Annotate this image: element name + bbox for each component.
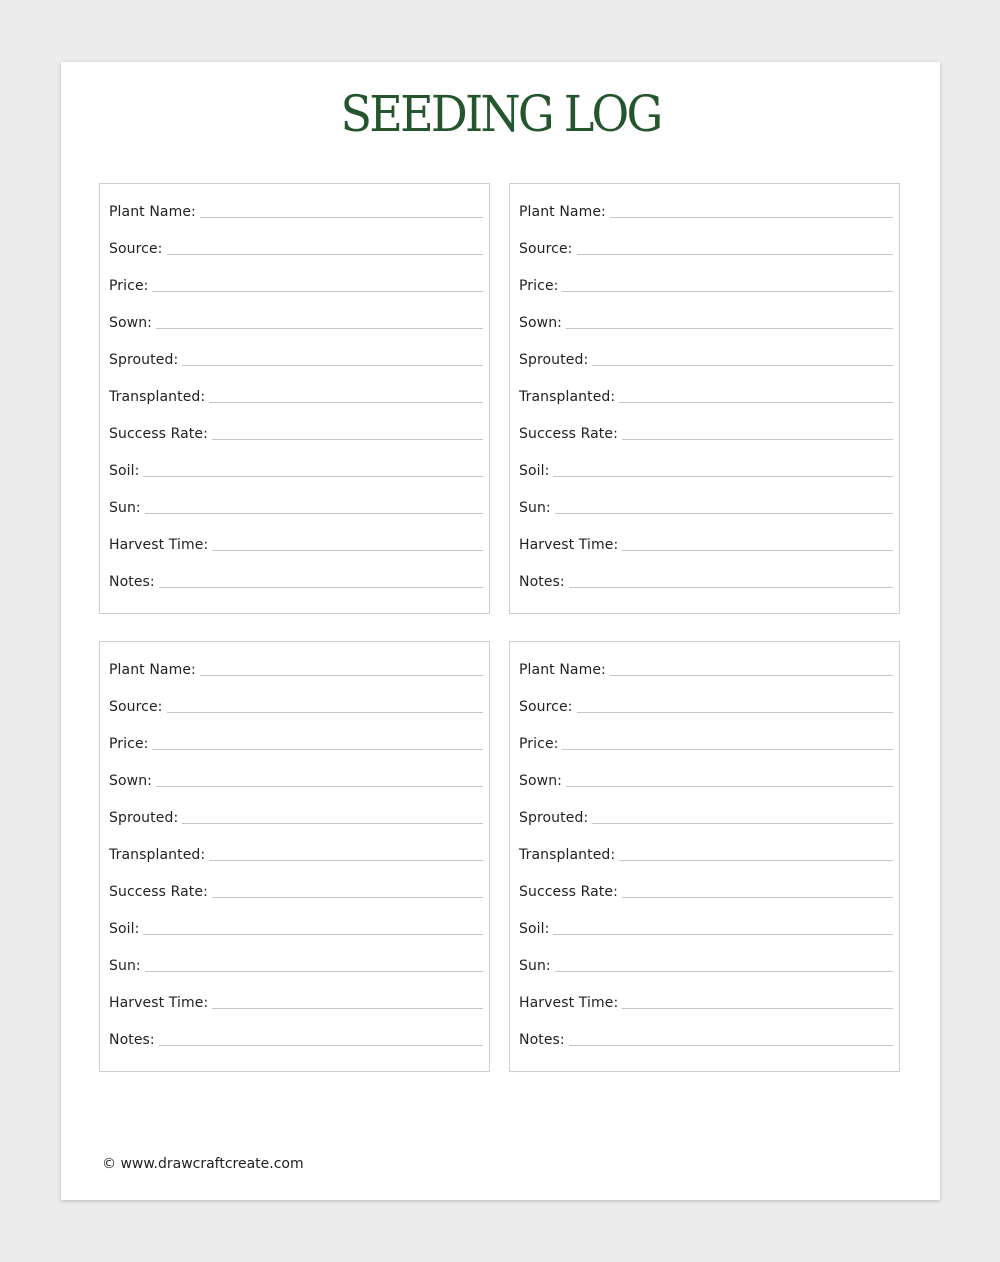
field-label: Success Rate: [109,884,208,900]
form-field-row [519,808,893,845]
form-field-row [519,239,893,276]
write-in-line[interactable] [182,808,483,824]
field-label: Plant Name: [519,204,606,220]
form-field-row [109,845,483,882]
write-in-line[interactable] [156,771,483,787]
form-field-row [109,350,483,387]
field-label: Plant Name: [109,662,196,678]
write-in-line[interactable] [553,461,893,477]
seed-card-1 [99,183,490,614]
write-in-line[interactable] [152,276,483,292]
form-field-row [519,276,893,313]
field-label: Source: [519,699,573,715]
field-label: Plant Name: [519,662,606,678]
field-label: Harvest Time: [109,995,209,1011]
field-label: Soil: [519,921,550,937]
write-in-line[interactable] [555,956,893,972]
form-field-row [109,660,483,697]
write-in-line[interactable] [566,771,893,787]
copyright-footer: © www.drawcraftcreate.com [102,1156,304,1172]
seeding-log-sheet [61,62,940,1200]
field-label: Sown: [519,773,562,789]
field-label: Harvest Time: [519,537,619,553]
form-field-row [109,771,483,808]
write-in-line[interactable] [209,387,483,403]
form-field-row [519,771,893,808]
form-field-row [109,882,483,919]
write-in-line[interactable] [167,239,483,255]
write-in-line[interactable] [145,498,483,514]
write-in-line[interactable] [610,660,893,676]
field-label: Sun: [519,958,551,974]
write-in-line[interactable] [610,202,893,218]
form-field-row [519,660,893,697]
field-label: Sown: [519,315,562,331]
form-field-row [519,350,893,387]
form-field-row [519,461,893,498]
field-label: Harvest Time: [109,537,209,553]
form-field-row [109,734,483,771]
form-field-row [109,276,483,313]
field-label: Source: [109,241,163,257]
write-in-line[interactable] [209,845,483,861]
form-field-row [109,572,483,609]
write-in-line[interactable] [167,697,483,713]
write-in-line[interactable] [619,845,893,861]
field-label: Price: [109,278,149,294]
seed-card-2 [509,183,900,614]
write-in-line[interactable] [622,993,893,1009]
write-in-line[interactable] [212,424,483,440]
field-label: Plant Name: [109,204,196,220]
write-in-line[interactable] [569,572,893,588]
field-label: Price: [519,736,559,752]
form-field-row [519,882,893,919]
write-in-line[interactable] [145,956,483,972]
write-in-line[interactable] [566,313,893,329]
form-field-row [519,919,893,956]
write-in-line[interactable] [562,734,893,750]
field-label: Notes: [109,574,155,590]
write-in-line[interactable] [569,1030,893,1046]
write-in-line[interactable] [622,882,893,898]
field-label: Soil: [109,463,140,479]
write-in-line[interactable] [553,919,893,935]
write-in-line[interactable] [619,387,893,403]
form-field-row [519,202,893,239]
form-field-row [109,202,483,239]
seed-card-4 [509,641,900,1072]
field-label: Transplanted: [109,389,206,405]
write-in-line[interactable] [182,350,483,366]
form-field-row [519,424,893,461]
field-label: Success Rate: [519,426,618,442]
field-label: Transplanted: [519,389,616,405]
field-label: Price: [519,278,559,294]
write-in-line[interactable] [622,535,893,551]
write-in-line[interactable] [156,313,483,329]
form-field-row [109,993,483,1030]
write-in-line[interactable] [159,572,483,588]
field-label: Sown: [109,315,152,331]
write-in-line[interactable] [143,461,483,477]
form-field-row [109,919,483,956]
write-in-line[interactable] [577,239,893,255]
form-field-row [109,313,483,350]
field-label: Notes: [519,574,565,590]
write-in-line[interactable] [622,424,893,440]
form-field-row [109,498,483,535]
write-in-line[interactable] [212,882,483,898]
form-field-row [109,535,483,572]
field-label: Sun: [519,500,551,516]
write-in-line[interactable] [577,697,893,713]
write-in-line[interactable] [159,1030,483,1046]
form-field-row [519,387,893,424]
field-label: Soil: [109,921,140,937]
field-label: Sprouted: [109,810,179,826]
form-field-row [519,498,893,535]
form-field-row [519,313,893,350]
field-label: Harvest Time: [519,995,619,1011]
field-label: Sun: [109,958,141,974]
field-label: Sun: [109,500,141,516]
field-label: Soil: [519,463,550,479]
form-field-row [109,239,483,276]
form-field-row [109,387,483,424]
write-in-line[interactable] [212,535,483,551]
form-field-row [109,697,483,734]
write-in-line[interactable] [592,350,893,366]
field-label: Price: [109,736,149,752]
form-field-row [109,424,483,461]
form-field-row [519,697,893,734]
field-label: Sprouted: [519,352,589,368]
field-label: Transplanted: [109,847,206,863]
write-in-line[interactable] [143,919,483,935]
form-field-row [519,956,893,993]
field-label: Sprouted: [519,810,589,826]
field-label: Success Rate: [109,426,208,442]
field-label: Sown: [109,773,152,789]
write-in-line[interactable] [212,993,483,1009]
field-label: Success Rate: [519,884,618,900]
form-field-row [109,1030,483,1067]
write-in-line[interactable] [200,202,483,218]
field-label: Sprouted: [109,352,179,368]
field-label: Source: [519,241,573,257]
form-field-row [519,572,893,609]
field-label: Source: [109,699,163,715]
page-title: SEEDING LOG [340,85,661,143]
write-in-line[interactable] [152,734,483,750]
form-field-row [519,993,893,1030]
seed-card-3 [99,641,490,1072]
form-field-row [519,845,893,882]
field-label: Notes: [109,1032,155,1048]
write-in-line[interactable] [555,498,893,514]
write-in-line[interactable] [200,660,483,676]
write-in-line[interactable] [592,808,893,824]
form-field-row [519,535,893,572]
form-field-row [109,808,483,845]
form-field-row [519,1030,893,1067]
form-field-row [109,956,483,993]
form-field-row [519,734,893,771]
field-label: Notes: [519,1032,565,1048]
write-in-line[interactable] [562,276,893,292]
field-label: Transplanted: [519,847,616,863]
form-field-row [109,461,483,498]
